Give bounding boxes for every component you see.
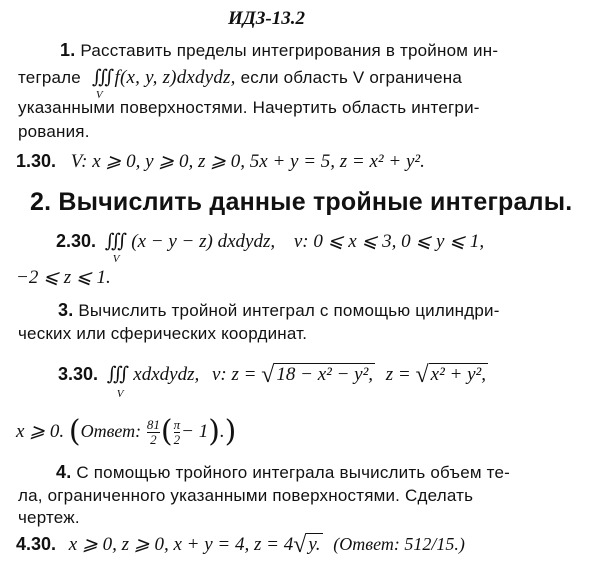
- task2-domain-cont: −2 ⩽ z ⩽ 1.: [16, 267, 111, 288]
- document-title: ИДЗ-13.2: [228, 8, 306, 29]
- task4-item-number: 4.30.: [16, 534, 57, 554]
- sqrt-icon: √: [261, 362, 275, 388]
- task1-item-text: V: x ⩾ 0, y ⩾ 0, z ⩾ 0, 5x + y = 5, z = x² + y².: [70, 151, 425, 172]
- task1-line2-end: если область V ограничена: [240, 68, 462, 87]
- task3-item: [58, 362, 488, 400]
- task3-domain-mid: z =: [385, 364, 411, 385]
- task3-text-line1: Вычислить тройной интеграл с помощью цилиндри-: [78, 301, 500, 320]
- task1-text-line1: Расставить пределы интегрирования в тройном ин-: [80, 41, 499, 60]
- task3-integrand: xdxdydz,: [133, 364, 200, 385]
- task3-radicand2: x² + y²,: [430, 364, 487, 385]
- task4-line2: ла, ограниченного указанными поверхностями. Сделать: [18, 486, 474, 505]
- integral-subscript: V: [112, 253, 120, 265]
- task2-item: [56, 230, 485, 265]
- task3-cont-start: x ⩾ 0.: [16, 421, 65, 442]
- task2-integral: [104, 230, 280, 265]
- task4-number: 4.: [56, 462, 72, 482]
- task4-item: [16, 532, 465, 559]
- task1-integral: [91, 66, 241, 101]
- integral-subscript: V: [116, 388, 124, 400]
- task1-line1: [60, 40, 498, 61]
- task1-line3: указанными поверхностями. Начертить область интегри-: [18, 98, 480, 117]
- task3-domain-start: v: z =: [211, 364, 257, 385]
- task3-answer-tail: − 1: [181, 421, 209, 442]
- task3-line2: ческих или сферических координат.: [18, 324, 308, 343]
- task3-answer-label: Ответ:: [80, 421, 142, 441]
- task4-answer: (Ответ: 512/15.): [333, 534, 465, 554]
- triple-integral-sign: ∭: [91, 66, 115, 88]
- task2-heading: 2. Вычислить данные тройные интегралы.: [30, 188, 573, 216]
- fraction-numerator: π: [173, 417, 181, 433]
- sqrt-icon: √: [293, 532, 307, 558]
- triple-integral-sign: ∭: [106, 363, 130, 385]
- right-paren: ): [224, 414, 237, 449]
- task1-number: 1.: [60, 40, 76, 60]
- right-paren: ): [208, 414, 220, 449]
- task2-integrand: (x − y − z) dxdydz,: [131, 231, 276, 252]
- left-paren: (: [68, 414, 81, 449]
- integral-subscript: V: [95, 89, 103, 101]
- task1-line2-prefix: теграле: [18, 68, 81, 87]
- answer-fraction-1: [147, 418, 160, 447]
- task1-line4: рования.: [18, 122, 90, 141]
- sqrt-icon: √: [415, 362, 429, 388]
- fraction-denominator: 2: [173, 432, 181, 448]
- answer-fraction-2: [174, 418, 181, 447]
- task1-integrand: f(x, y, z)dxdydz,: [114, 67, 236, 88]
- fraction-denominator: 2: [147, 432, 160, 447]
- task3-radicand1: 18 − x² − y²,: [276, 364, 374, 385]
- task2-domain: v: 0 ⩽ x ⩽ 3, 0 ⩽ y ⩽ 1,: [293, 231, 485, 252]
- task3-item-number: 3.30.: [58, 364, 99, 384]
- task4-item-text: x ⩾ 0, z ⩾ 0, x + y = 4, z = 4: [68, 534, 294, 555]
- task2-item-number: 2.30.: [56, 231, 97, 251]
- task4-line3: чертеж.: [18, 508, 80, 527]
- task3-integral: [106, 363, 204, 400]
- task1-line2: [18, 66, 462, 101]
- task4-text-line1: С помощью тройного интеграла вычислить объем те-: [76, 463, 510, 482]
- task3-line1: [58, 300, 500, 321]
- task1-item-number: 1.30.: [16, 151, 57, 171]
- task3-cont: [16, 414, 236, 449]
- task3-answer-period: .: [219, 421, 225, 442]
- left-paren: (: [160, 414, 173, 449]
- fraction-numerator: 81: [146, 417, 160, 433]
- task4-radicand: y.: [308, 534, 321, 555]
- task4-line1: [56, 462, 510, 483]
- triple-integral-sign: ∭: [104, 230, 128, 252]
- task3-number: 3.: [58, 300, 74, 320]
- task1-item: [16, 150, 425, 173]
